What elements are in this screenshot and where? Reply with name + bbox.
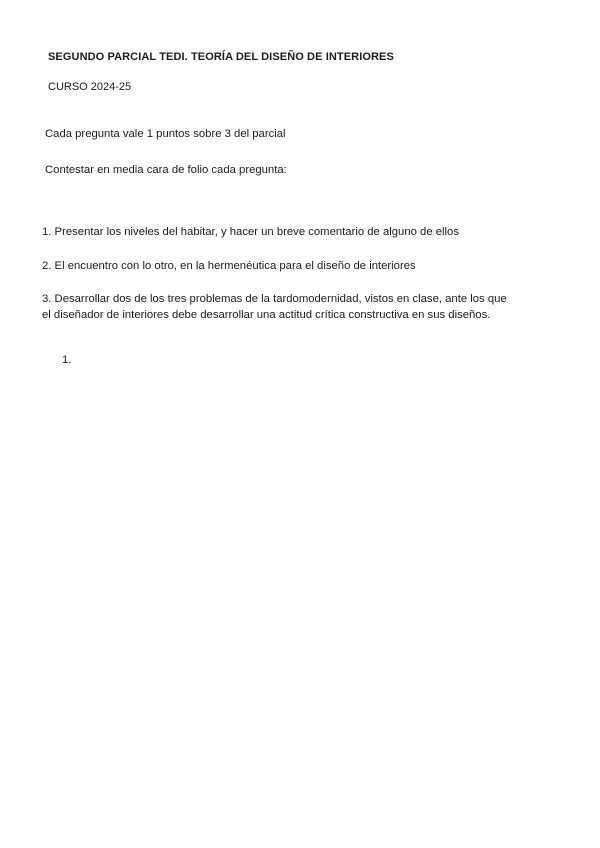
question-1: 1. Presentar los niveles del habitar, y hacer un breve comentario de alguno de ellos (42, 226, 459, 238)
instruction-length: Contestar en media cara de folio cada pregunta: (45, 164, 287, 176)
question-3: 3. Desarrollar dos de los tres problemas de la tardomodernidad, vistos en clase, ante los que el diseñador de interiores debe desarrollar una actitud crítica constructiva en sus diseños. (42, 293, 507, 321)
exam-title: SEGUNDO PARCIAL TEDI. TEORÍA DEL DISEÑO DE INTERIORES (48, 51, 394, 63)
course-label: CURSO 2024-25 (48, 81, 132, 93)
instruction-points: Cada pregunta vale 1 puntos sobre 3 del parcial (45, 128, 286, 140)
question-2: 2. El encuentro con lo otro, en la hermenéutica para el diseño de interiores (42, 260, 416, 272)
answer-number: 1. (62, 354, 72, 366)
